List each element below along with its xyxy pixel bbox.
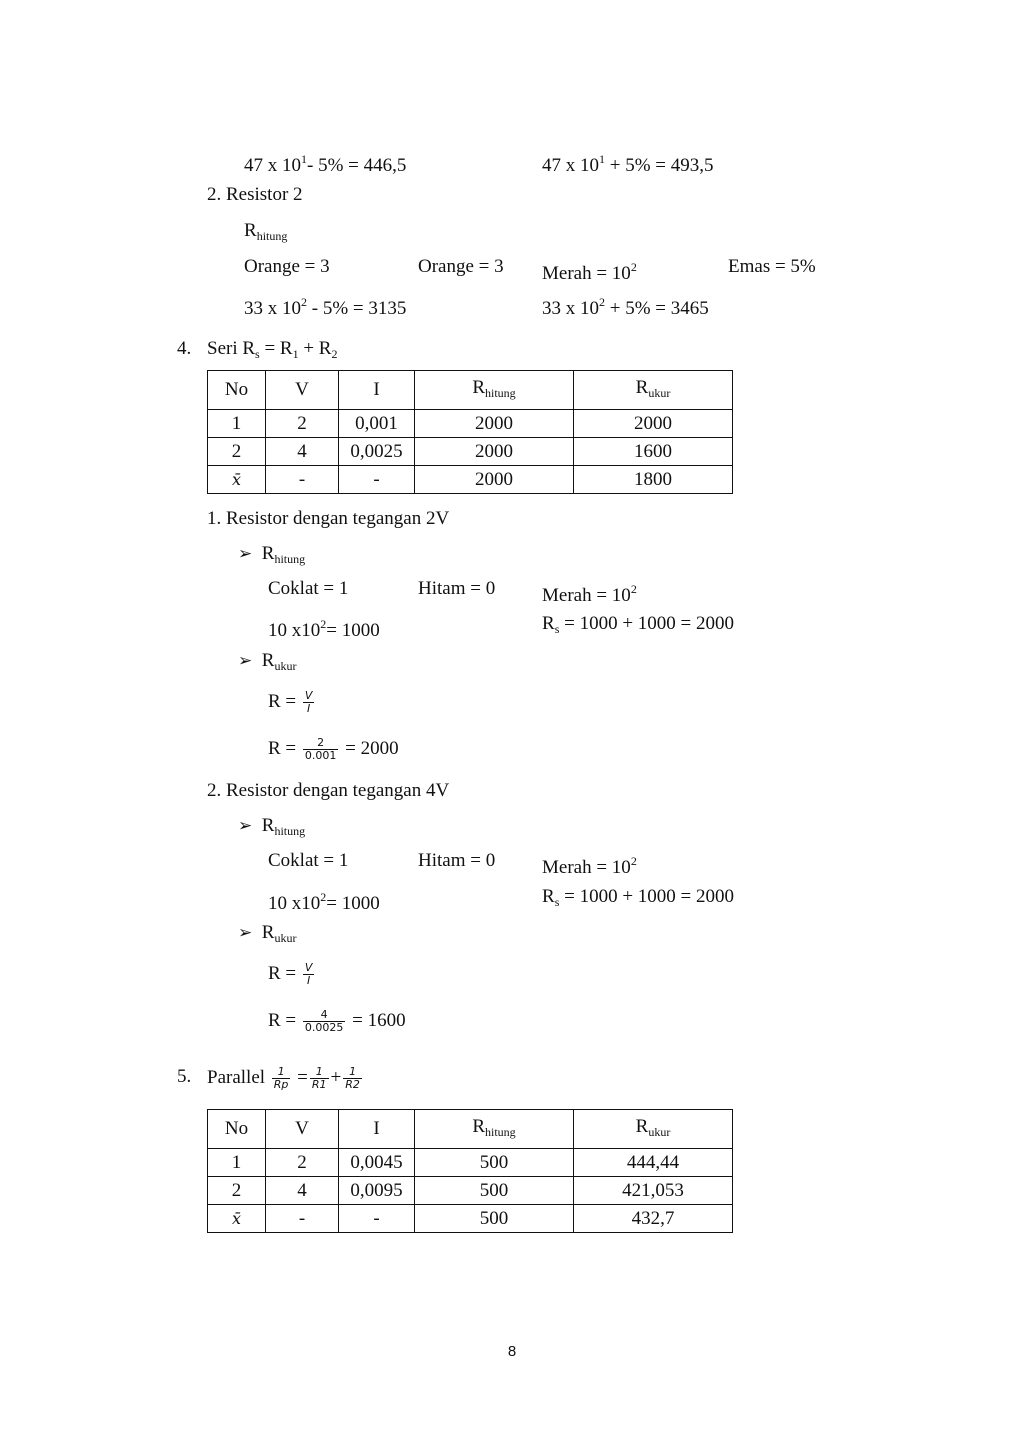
item1-calc: 10 $x10^2= 1000$ — [268, 617, 380, 641]
series-heading: Seri $R_s = R_1 + R_2$ — [207, 338, 338, 361]
item1-rhitung-bullet: ➢ $R_{hitung}$ — [238, 543, 306, 566]
cell-no: 1 — [208, 1149, 266, 1177]
cell-i: 0,001 — [339, 410, 415, 438]
cell-rhitung: 2000 — [415, 410, 574, 438]
r2-rhitung-label: $R_{hitung}$ — [244, 220, 288, 243]
header-rhitung: $R_{hitung}$ — [415, 1110, 574, 1149]
cell-no: 2 — [208, 1177, 266, 1205]
cell-rukur: 1600 — [574, 438, 733, 466]
cell-i: 0,0095 — [339, 1177, 415, 1205]
r2-band3: Merah = $10^2$ — [542, 260, 637, 284]
arrow-bullet-icon: ➢ — [238, 923, 253, 943]
header-i: I — [339, 371, 415, 410]
fraction: $\frac{4}{0.0025}$ — [304, 1008, 344, 1034]
header-no: No — [208, 1110, 266, 1149]
fraction: $\frac{V}{I}$ — [304, 689, 313, 715]
item1-rs: $R_s = 1000 + 1000 = 2000$ — [542, 613, 735, 636]
cell-no: 1 — [208, 410, 266, 438]
cell-rukur: 444,44 — [574, 1149, 733, 1177]
table-header-row — [208, 1110, 733, 1149]
r2-band4: Emas = 5% — [728, 256, 816, 277]
fraction: $\frac{1}{Rp}$ — [273, 1065, 289, 1091]
cell-v: 4 — [266, 438, 339, 466]
item2-result: R = $\frac{4}{0.0025}$ = 1600 — [268, 1008, 406, 1034]
cell-rukur: 2000 — [574, 410, 733, 438]
item1-heading: 1. Resistor dengan tegangan 2V — [207, 508, 450, 529]
fraction: $\frac{2}{0.001}$ — [304, 736, 337, 762]
item1-band2: Hitam = 0 — [418, 578, 496, 599]
cell-rhitung: 500 — [415, 1205, 574, 1233]
series-table — [207, 370, 733, 494]
header-v: V — [266, 371, 339, 410]
item2-rs: $R_s = 1000 + 1000 = 2000$ — [542, 886, 735, 909]
table-header-row — [208, 371, 733, 410]
header-i: I — [339, 1110, 415, 1149]
cell-v: - — [266, 466, 339, 494]
cell-mean-symbol: x̄ — [208, 1205, 266, 1233]
item2-calc: 10 $x10^2= 1000$ — [268, 890, 380, 914]
item1-rukur-bullet: ➢ $R_{ukur}$ — [238, 650, 297, 673]
arrow-bullet-icon: ➢ — [238, 651, 253, 671]
table-row — [208, 410, 733, 438]
cell-i: - — [339, 466, 415, 494]
r2-band1: Orange = 3 — [244, 256, 330, 277]
item2-rhitung-bullet: ➢ $R_{hitung}$ — [238, 815, 306, 838]
item2-band2: Hitam = 0 — [418, 850, 496, 871]
header-no: No — [208, 371, 266, 410]
cell-v: 2 — [266, 410, 339, 438]
table-row-mean — [208, 466, 733, 494]
item1-band3: Merah = $10^2$ — [542, 582, 637, 606]
cell-rhitung: 2000 — [415, 466, 574, 494]
item2-band1: Coklat = 1 — [268, 850, 349, 871]
item2-rukur-bullet: ➢ $R_{ukur}$ — [238, 922, 297, 945]
item2-band3: Merah = $10^2$ — [542, 854, 637, 878]
r2-range-low: 33 x $10^2 - 5\% = 3135$ — [244, 295, 407, 319]
cell-no: 2 — [208, 438, 266, 466]
table-row — [208, 1149, 733, 1177]
parallel-table — [207, 1109, 733, 1233]
cell-i: 0,0025 — [339, 438, 415, 466]
page-number: 8 — [507, 1343, 517, 1360]
parallel-number: 5. — [177, 1066, 192, 1087]
parallel-heading: Parallel $\frac{1}{Rp}$ = $\frac{1}{R1}$ + $\frac{1}{R2}$ — [207, 1065, 360, 1091]
r1-range-high: 47 x $10^1 + 5\% = 493,5$ — [542, 152, 714, 176]
table-row — [208, 1177, 733, 1205]
cell-i: 0,0045 — [339, 1149, 415, 1177]
series-number: 4. — [177, 338, 192, 359]
table-row-mean — [208, 1205, 733, 1233]
item2-formula: R = $\frac{V}{I}$ — [268, 961, 313, 987]
cell-v: 2 — [266, 1149, 339, 1177]
fraction: $\frac{V}{I}$ — [304, 961, 313, 987]
cell-rukur: 1800 — [574, 466, 733, 494]
r2-band2: Orange = 3 — [418, 256, 504, 277]
fraction: $\frac{1}{R2}$ — [345, 1065, 360, 1091]
header-v: V — [266, 1110, 339, 1149]
header-rukur: $R_{ukur}$ — [574, 371, 733, 410]
cell-rhitung: 2000 — [415, 438, 574, 466]
header-rhitung: $R_{hitung}$ — [415, 371, 574, 410]
item1-formula: R = $\frac{V}{I}$ — [268, 689, 313, 715]
item1-band1: Coklat = 1 — [268, 578, 349, 599]
header-rukur: $R_{ukur}$ — [574, 1110, 733, 1149]
item2-heading: 2. Resistor dengan tegangan 4V — [207, 780, 450, 801]
cell-rukur: 421,053 — [574, 1177, 733, 1205]
cell-rhitung: 500 — [415, 1177, 574, 1205]
fraction: $\frac{1}{R1}$ — [311, 1065, 327, 1091]
item1-result: R = $\frac{2}{0.001}$ = 2000 — [268, 736, 399, 762]
cell-v: 4 — [266, 1177, 339, 1205]
cell-mean-symbol: x̄ — [208, 466, 266, 494]
cell-rhitung: 500 — [415, 1149, 574, 1177]
cell-i: - — [339, 1205, 415, 1233]
table-row — [208, 438, 733, 466]
arrow-bullet-icon: ➢ — [238, 816, 253, 836]
r2-range-high: 33 x $10^2 + 5\% = 3465$ — [542, 295, 709, 319]
cell-v: - — [266, 1205, 339, 1233]
arrow-bullet-icon: ➢ — [238, 544, 253, 564]
r1-range-low: 47 x $10^1-$ 5% = 446,5 — [244, 152, 407, 176]
resistor2-heading: 2. Resistor 2 — [207, 184, 303, 205]
cell-rukur: 432,7 — [574, 1205, 733, 1233]
